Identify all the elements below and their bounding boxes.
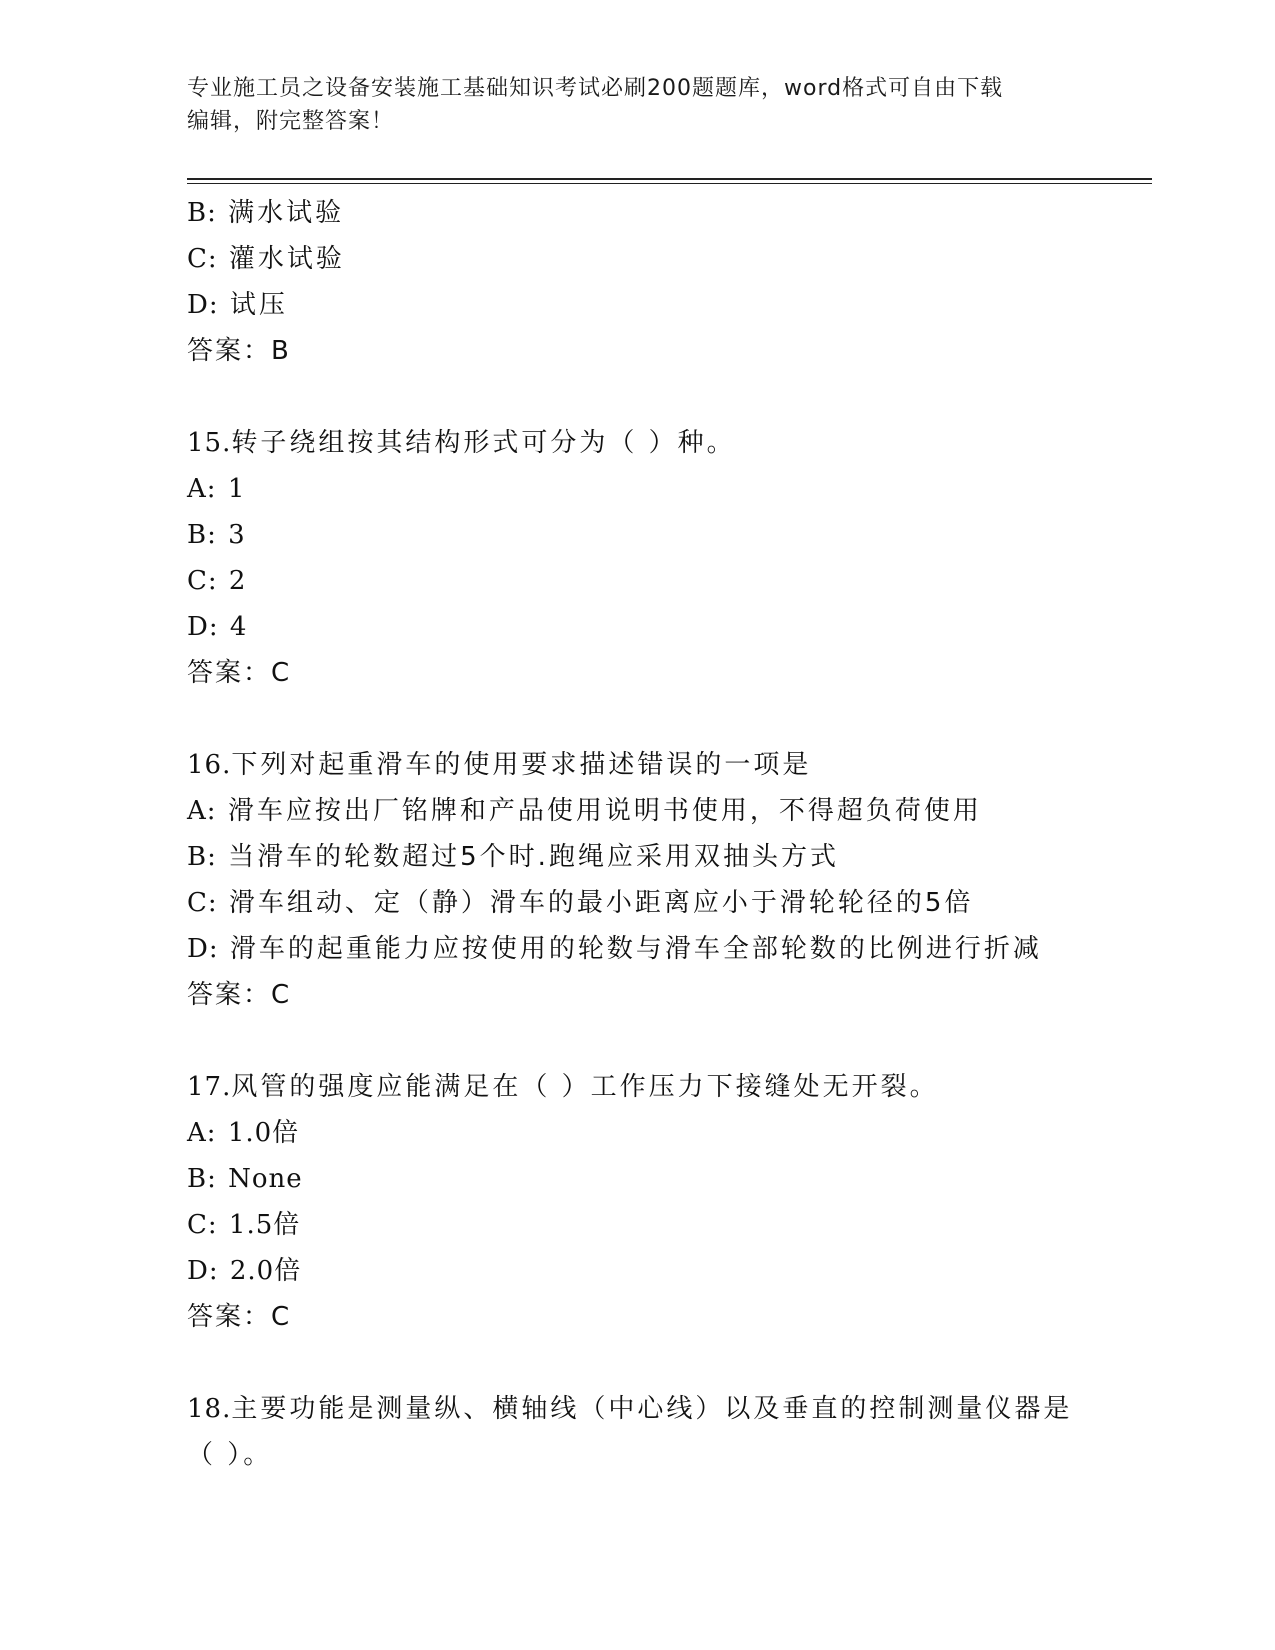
option-b	[187, 1156, 1137, 1202]
option-text: 滑车应按出厂铭牌和产品使用说明书使用，不得超负荷使用	[227, 796, 982, 826]
answer-line: 答案：C	[187, 1302, 292, 1332]
answer-line: 答案：B	[187, 336, 291, 366]
answer-line: 答案：C	[187, 658, 292, 688]
question-text: 风管的强度应能满足在（ ）工作压力下接缝处无开裂。	[231, 1072, 939, 1102]
option-a	[187, 466, 1137, 512]
option-text: 灌水试验	[228, 244, 345, 274]
question-text: 主要功能是测量纵、横轴线（中心线）以及垂直的控制测量仪器是	[231, 1394, 1073, 1424]
option-c	[187, 558, 1137, 604]
option-letter: C:	[187, 244, 218, 274]
option-letter: D:	[187, 290, 219, 320]
header-title-line-1: 专业施工员之设备安装施工基础知识考试必刷200题题库，word格式可自由下载	[187, 76, 1004, 101]
option-letter: D:	[187, 1256, 219, 1286]
option-letter: D:	[187, 612, 219, 642]
option-text: 2	[228, 566, 247, 596]
spacer	[187, 1340, 1137, 1386]
spacer	[187, 374, 1137, 420]
document-header	[187, 72, 1087, 138]
option-d	[187, 282, 1137, 328]
option-letter: C:	[187, 888, 218, 918]
option-text: 4	[229, 612, 248, 642]
question-number: 17.	[187, 1072, 232, 1102]
option-text: 滑车组动、定（静）滑车的最小距离应小于滑轮轮径的5倍	[228, 888, 974, 918]
option-letter: C:	[187, 566, 218, 596]
question-stem	[187, 420, 1137, 466]
option-letter: C:	[187, 1210, 218, 1240]
option-text: 滑车的起重能力应按使用的轮数与滑车全部轮数的比例进行折减	[229, 934, 1042, 964]
option-text: 当滑车的轮数超过5个时.跑绳应采用双抽头方式	[228, 842, 839, 872]
question-stem	[187, 1064, 1137, 1110]
question-stem	[187, 1386, 1137, 1432]
question-list	[187, 190, 1137, 1478]
option-letter: B:	[187, 842, 217, 872]
option-text: None	[228, 1164, 303, 1194]
option-letter: A:	[187, 474, 217, 504]
option-text: 1.5倍	[228, 1210, 301, 1240]
question-number: 15.	[187, 428, 232, 458]
option-a	[187, 788, 1137, 834]
question-text-continued: （ ）。	[187, 1440, 273, 1470]
option-c	[187, 1202, 1137, 1248]
option-b	[187, 512, 1137, 558]
question-number: 18.	[187, 1394, 232, 1424]
option-text: 试压	[229, 290, 288, 320]
option-b	[187, 190, 1137, 236]
option-letter: B:	[187, 520, 217, 550]
question-stem	[187, 742, 1137, 788]
option-text: 1	[227, 474, 246, 504]
option-letter: B:	[187, 1164, 217, 1194]
option-text: 1.0倍	[227, 1118, 300, 1148]
question-text: 下列对起重滑车的使用要求描述错误的一项是	[231, 750, 812, 780]
question-number: 16.	[187, 750, 232, 780]
option-letter: A:	[187, 1118, 217, 1148]
question-text: 转子绕组按其结构形式可分为（ ）种。	[231, 428, 736, 458]
option-a	[187, 1110, 1137, 1156]
option-c	[187, 880, 1137, 926]
answer-line: 答案：C	[187, 980, 292, 1010]
header-divider	[187, 178, 1152, 180]
option-letter: B:	[187, 198, 217, 228]
header-divider-thin	[187, 183, 1152, 184]
option-text: 2.0倍	[229, 1256, 302, 1286]
option-text: 满水试验	[228, 198, 345, 228]
header-title-line-2: 编辑，附完整答案！	[187, 109, 395, 134]
option-b	[187, 834, 1137, 880]
option-d	[187, 604, 1137, 650]
option-letter: A:	[187, 796, 217, 826]
option-letter: D:	[187, 934, 219, 964]
option-d	[187, 1248, 1137, 1294]
option-text: 3	[228, 520, 246, 550]
spacer	[187, 1018, 1137, 1064]
spacer	[187, 696, 1137, 742]
option-c	[187, 236, 1137, 282]
option-d	[187, 926, 1137, 972]
